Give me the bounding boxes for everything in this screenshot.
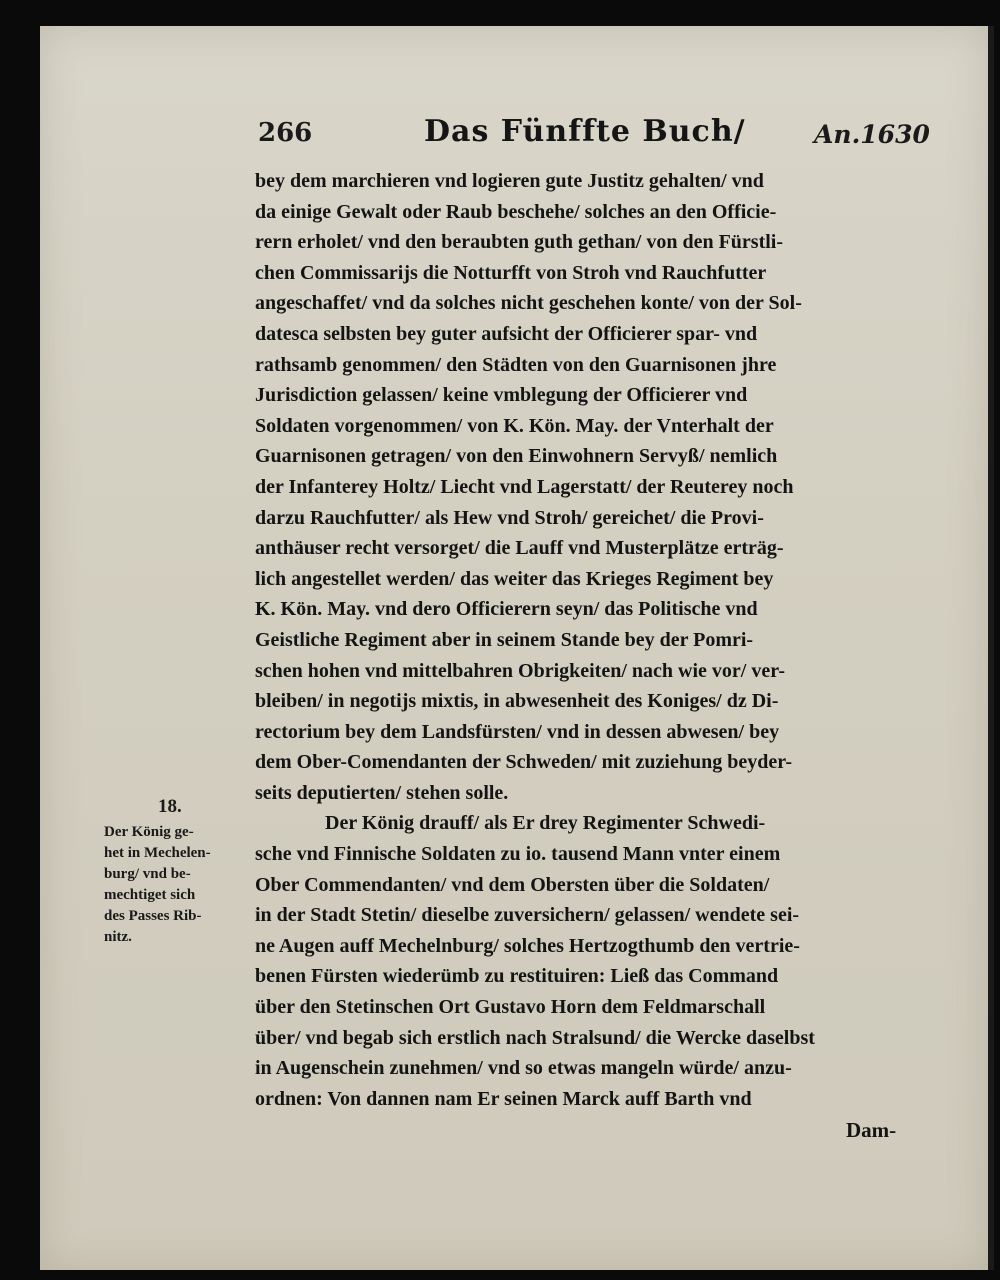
text-line: rern erholet/ vnd den beraubten guth gethan/ von den Fürstli- [255, 231, 783, 254]
marginal-line: nitz. [104, 929, 132, 945]
text-line: Ober Commendanten/ vnd dem Obersten über die Soldaten/ [255, 873, 770, 896]
text-line: seits deputierten/ stehen solle. [255, 781, 509, 804]
text-line: Der König drauff/ als Er drey Regimenter Schwedi- [325, 812, 766, 835]
text-line: datesca selbsten bey guter aufsicht der Officierer spar- vnd [255, 322, 758, 345]
text-line: angeschaffet/ vnd da solches nicht geschehen konte/ von der Sol- [255, 292, 802, 315]
text-line: bey dem marchieren vnd logieren gute Justitz gehalten/ vnd [255, 170, 764, 192]
text-line: bleiben/ in negotijs mixtis, in abwesenheit des Koniges/ dz Di- [255, 690, 779, 713]
text-line: in Augenschein zunehmen/ vnd so etwas mangeln würde/ anzu- [255, 1057, 792, 1080]
text-line: ordnen: Von dannen nam Er seinen Marck auff Barth vnd [255, 1087, 752, 1110]
text-line: dem Ober-Comendanten der Schweden/ mit zuziehung beyder- [255, 751, 793, 774]
book-page [40, 26, 994, 1270]
text-line: chen Commissarijs die Notturfft von Stroh vnd Rauchfutter [255, 261, 767, 284]
text-line: über den Stetinschen Ort Gustavo Horn dem Feldmarschall [255, 996, 766, 1019]
text-line: lich angestellet werden/ das weiter das Krieges Regiment bey [255, 567, 774, 590]
text-line: darzu Rauchfutter/ als Hew vnd Stroh/ gereichet/ die Provi- [255, 506, 764, 529]
text-line: Guarnisonen getragen/ von den Einwohnern Servyß/ nemlich [255, 445, 778, 468]
page-number: 266 [258, 118, 313, 148]
text-line: sche vnd Finnische Soldaten zu io. tausend Mann vnter einem [255, 843, 781, 866]
text-line: der Infanterey Holtz/ Liecht vnd Lagerstatt/ der Reuterey noch [255, 475, 794, 498]
marginal-note [104, 822, 244, 948]
text-line: rathsamb genommen/ den Städten von den Guarnisonen jhre [255, 353, 777, 376]
year-marker: An.1630 [814, 120, 930, 149]
catchword: Dam- [846, 1118, 897, 1142]
text-line: schen hohen vnd mittelbahren Obrigkeiten/ nach wie vor/ ver- [255, 659, 785, 682]
page-header [40, 114, 988, 158]
text-line: K. Kön. May. vnd dero Officierern seyn/ das Politische vnd [255, 598, 758, 621]
text-line: über/ vnd begab sich erstlich nach Stralsund/ die Wercke daselbst [255, 1026, 815, 1049]
marginal-line: des Passes Rib- [104, 908, 202, 924]
marginal-line: mechtiget sich [104, 887, 196, 903]
text-line: da einige Gewalt oder Raub beschehe/ solches an den Officie- [255, 200, 777, 223]
text-line: benen Fürsten wiederümb zu restituiren: Ließ das Command [255, 965, 779, 988]
marginal-line: burg/ vnd be- [104, 866, 191, 882]
text-line: ne Augen auff Mechelnburg/ solches Hertzogthumb den vertrie- [255, 934, 800, 957]
text-line: Soldaten vorgenommen/ von K. Kön. May. der Vnterhalt der [255, 414, 774, 437]
marginal-line: het in Mechelen- [104, 845, 211, 861]
section-number: 18. [158, 796, 182, 817]
running-title: Das Fünffte Buch/ [424, 114, 746, 149]
text-line: Geistliche Regiment aber in seinem Stande bey der Pomri- [255, 628, 754, 651]
marginal-line: Der König ge- [104, 824, 194, 840]
text-line: in der Stadt Stetin/ dieselbe zuversichern/ gelassen/ wendete sei- [255, 904, 800, 927]
main-text-block [255, 166, 955, 1114]
text-line: rectorium bey dem Landsfürsten/ vnd in dessen abwesen/ bey [255, 720, 780, 743]
text-line: anthäuser recht versorget/ die Lauff vnd Musterplätze erträg- [255, 537, 784, 560]
text-line: Jurisdiction gelassen/ keine vmblegung der Officierer vnd [255, 384, 748, 407]
